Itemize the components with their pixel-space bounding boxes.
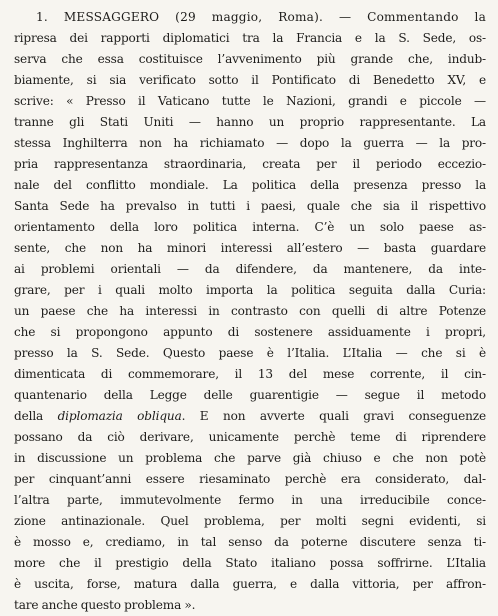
text-line: nale del conflitto mondiale. La politica della presenza presso la: [14, 178, 486, 192]
text-line: biamente, si sia verificato sotto il Pontificato di Benedetto XV, e: [14, 73, 486, 87]
text-line: pria rappresentanza straordinaria, creata per il periodo ecceziо-: [14, 157, 486, 171]
text-line: presso la S. Sede. Questo paese è l’Italia. L’Italia — che si è: [14, 346, 486, 360]
text-line: per cinquant’anni essere riesaminato perchè era considerato, dal-: [14, 472, 486, 486]
text-line: in discussione un problema che parve già chiuso e che non potè: [14, 451, 486, 465]
text-line: zione antinazionale. Quel problema, per molti segni evidenti, si: [14, 514, 486, 528]
text-line: l’altra parte, immutevolmente fermo in una irreducibile conce-: [14, 493, 486, 507]
text-line: grare, per i quali molto importa la politica seguita dalla Curia:: [14, 283, 486, 297]
article-text: [14, 7, 486, 616]
text-line: che si propongono appunto di sostenere assiduamente i propri,: [14, 325, 486, 339]
text-line: stessa Inghilterra non ha richiamato — dopo la guerra — la pro-: [14, 136, 486, 150]
text-line: possano da ciò derivare, unicamente perchè teme di riprendere: [14, 430, 486, 444]
text-line-with-italic: [14, 406, 486, 427]
article-heading-line: 1. MESSAGGERO (29 maggio, Roma). — Commentando la: [36, 10, 486, 24]
text-line: ai problemi orientali — da difendere, da mantenere, da inte-: [14, 262, 486, 276]
line-suffix: . E non avverte quali gravi conseguenze: [181, 409, 487, 423]
text-line: orientamento della loro politica interna. C’è un solo paese as-: [14, 220, 486, 234]
italic-phrase: diplomazia obliqua: [57, 409, 182, 423]
text-line: dimenticata di commemorare, il 13 del mese corrente, il cin-: [14, 367, 486, 381]
text-line: scrive: « Presso il Vaticano tutte le Nazioni, grandi e piccole —: [14, 94, 486, 108]
text-line: serva che essa costituisce l’avvenimento più grande che, indub-: [14, 52, 486, 66]
text-line: quantenario della Legge delle guarentigie — segue il metodo: [14, 388, 486, 402]
line-prefix: della: [14, 409, 58, 423]
text-line: ripresa dei rapporti diplomatici tra la Francia e la S. Sede, os-: [14, 31, 486, 45]
text-line: Santa Sede ha prevalso in tutti i paesi, quale che sia il rispettivo: [14, 199, 486, 213]
text-line: tranne gli Stati Uniti — hanno un proprio rappresentante. La: [14, 115, 486, 129]
text-line: è uscita, forse, matura dalla guerra, e dalla vittoria, per affron-: [14, 577, 486, 591]
text-line: è mosso e, crediamo, in tal senso da poterne discutere senza ti-: [14, 535, 486, 549]
final-text-line: tare anche questo problema ».: [14, 598, 196, 612]
text-line: sente, che non ha minori interessi all’estero — basta guardare: [14, 241, 486, 255]
text-line: un paese che ha interessi in contrasto con quelli di altre Potenze: [14, 304, 486, 318]
text-line: more che il prestigio della Stato italiano possa soffrirne. L’Italia: [14, 556, 486, 570]
